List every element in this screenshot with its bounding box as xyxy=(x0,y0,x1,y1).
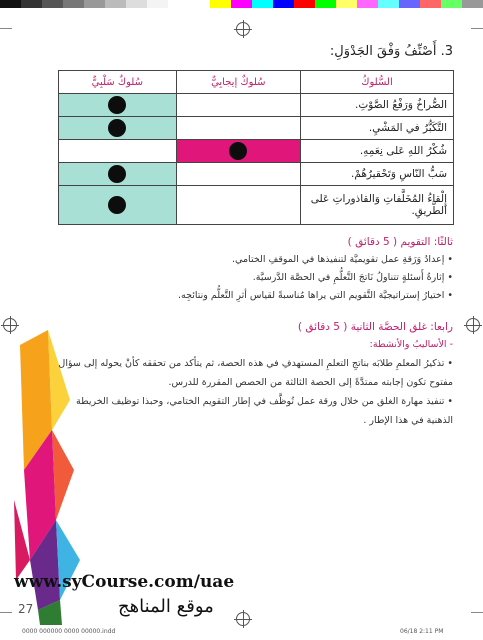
evaluation-item: • اختيارُ إستراتيجيَّة التَّقويم التي يراها مُناسبةً لقياس أثرِ التَّعلُّم ونتائجِه. xyxy=(178,290,453,301)
closing-subheading: - الأساليبُ والأنشطة: xyxy=(369,339,453,350)
positive-cell[interactable] xyxy=(176,140,300,163)
evaluation-heading: ثالثًا: التقويم ( 5 دقائق ) xyxy=(347,236,453,248)
closing-line: مفتوح تكون إجابته ممتدَّةً إلى الحصة الثالثة من الحصص المقررة للدرس. xyxy=(168,377,453,388)
negative-cell[interactable] xyxy=(59,140,177,163)
answer-dot xyxy=(229,142,247,160)
negative-cell[interactable] xyxy=(59,117,177,140)
question-title: 3. أَصْنِّفُ وَفْقَ الجَدْوَلِ: xyxy=(329,44,453,59)
answer-dot xyxy=(108,119,126,137)
watermark-url[interactable]: www.syCourse.com/uae xyxy=(14,572,235,592)
evaluation-item: • إثارةُ أَسئلةٍ تتناولُ نَاتجَ التَّعلُّمِ في الحصَّة الدَّرسيَّة. xyxy=(252,272,453,283)
watermark-name: موقع المناهج xyxy=(118,596,214,617)
behavior-table xyxy=(58,70,454,225)
page-number: 27 xyxy=(18,602,34,616)
header-positive: سُلوكٌ إيجابِيٌّ xyxy=(176,71,300,94)
answer-dot xyxy=(108,196,126,214)
row-label: إِلْقاءُ المُخَلَّفاتِ وَالقاذوراتِ عَلى الطَّريقِ. xyxy=(301,186,454,225)
closing-heading: رابعا: غلق الحصَّة الثانية ( 5 دقائق ) xyxy=(297,321,453,333)
row-label: شُكْرُ اللهِ عَلى نِعَمِهِ. xyxy=(301,140,454,163)
closing-line: • تنفيذ مهارة الغلق من خلال ورقة عمل تُوظَّف في إطار التقويم الختامي، وحبذا توظيف الخريطة xyxy=(76,396,453,407)
negative-cell[interactable] xyxy=(59,186,177,225)
closing-line: • تذكيرُ المعلمِ طلابَه بناتجِ التعلمِ المستهدفِ في هذه الحصة، ثم يتأكد من تحققه كأنْ يحوله إلى سؤال xyxy=(58,358,453,369)
row-label: سَبُّ النّاسِ وَتَحْقيرُهُمْ. xyxy=(301,163,454,186)
answer-dot xyxy=(108,165,126,183)
header-negative: سُلوكٌ سَلْبِيٌّ xyxy=(59,71,177,94)
positive-cell[interactable] xyxy=(176,117,300,140)
footer-filename: 0000 000000 0000 00000.indd xyxy=(22,628,116,635)
row-label: الصُّراخُ وَرَفْعُ الصَّوْتِ. xyxy=(301,94,454,117)
positive-cell[interactable] xyxy=(176,94,300,117)
evaluation-item: • إعدادُ وَرَقةِ عمل تقويميَّة لتنفيذها في الموقفِ الختامي. xyxy=(232,254,453,265)
footer-timestamp: 06/18 2:11 PM xyxy=(400,628,444,635)
table-row xyxy=(59,94,454,117)
table-row xyxy=(59,163,454,186)
table-row xyxy=(59,140,454,163)
table-row xyxy=(59,186,454,225)
answer-dot xyxy=(108,96,126,114)
table-row xyxy=(59,117,454,140)
negative-cell[interactable] xyxy=(59,163,177,186)
positive-cell[interactable] xyxy=(176,186,300,225)
negative-cell[interactable] xyxy=(59,94,177,117)
table-header-row xyxy=(59,71,454,94)
positive-cell[interactable] xyxy=(176,163,300,186)
header-behavior: السُّلوكُ xyxy=(301,71,454,94)
row-label: التَّكَبُّرُ في المَشْيِ. xyxy=(301,117,454,140)
closing-line: الذهنية في هذا الإطار . xyxy=(363,415,453,426)
